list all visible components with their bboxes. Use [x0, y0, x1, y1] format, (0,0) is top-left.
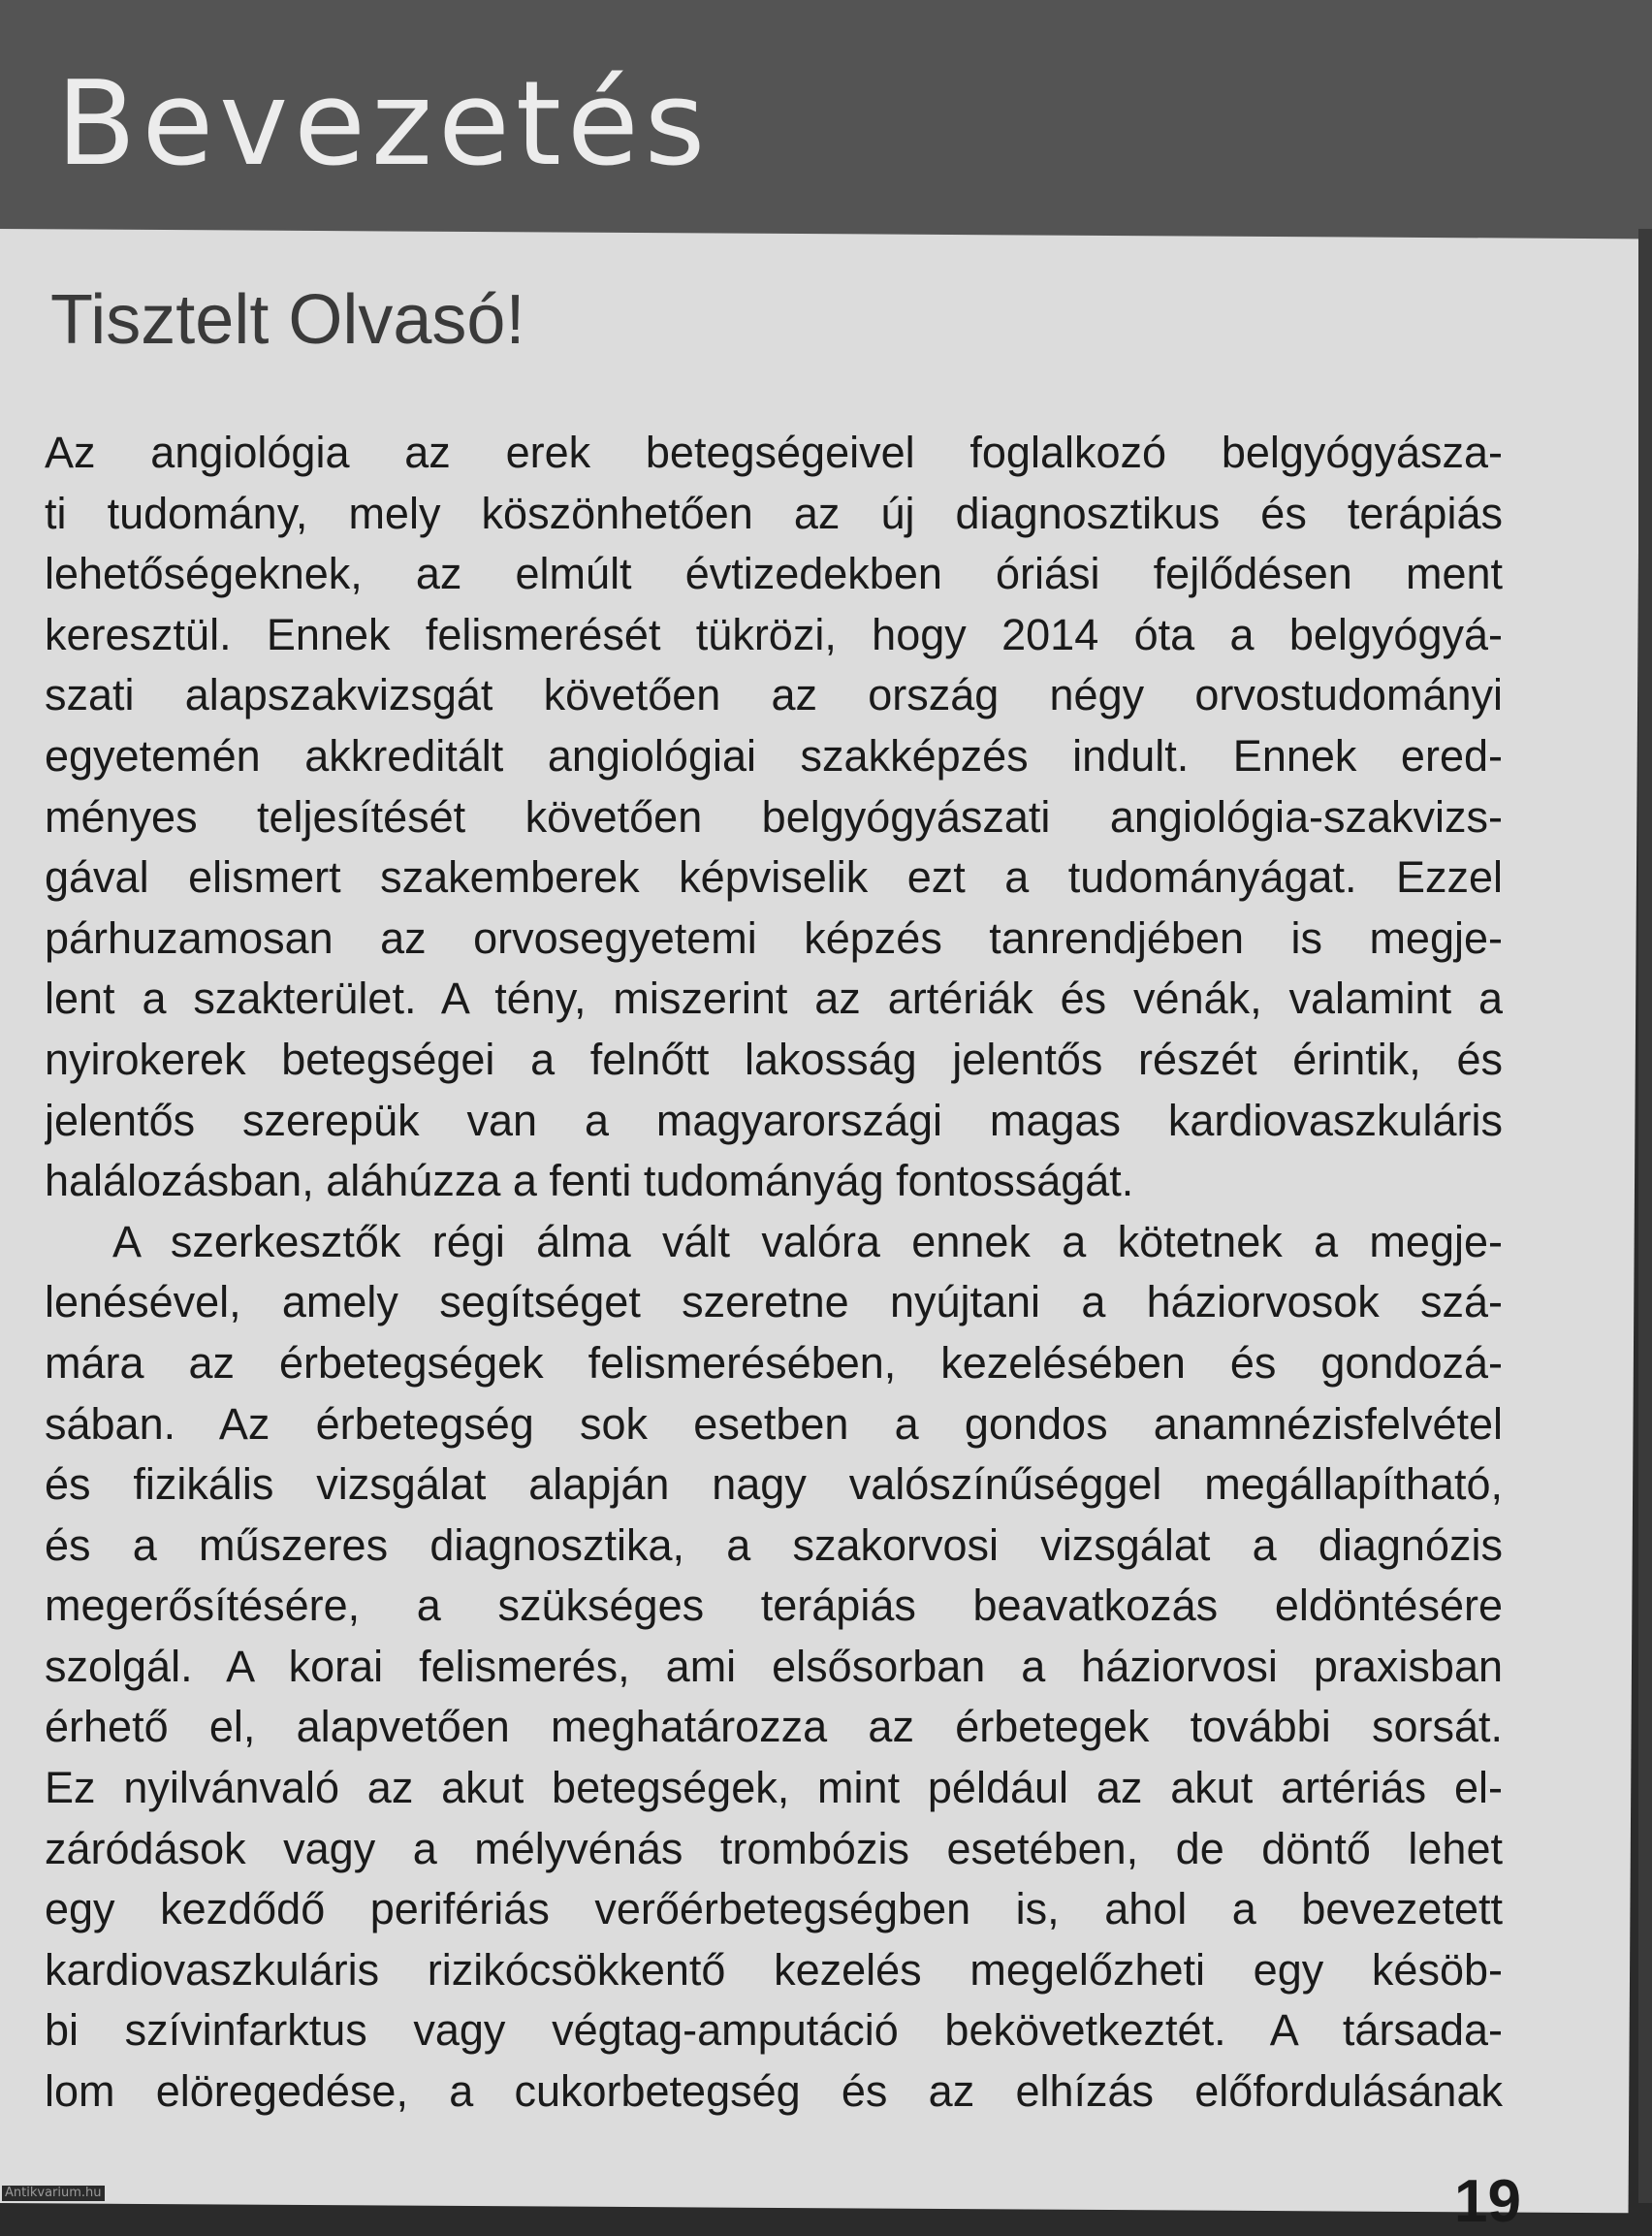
text-line: jelentős szerepük van a magyarországi magas kardiovaszkuláris — [45, 1095, 1503, 1145]
page-number: 19 — [1454, 2168, 1521, 2235]
text-line: keresztül. Ennek felismerését tükrözi, hogy 2014 óta a belgyógyá- — [45, 609, 1503, 659]
page-edge — [1638, 229, 1652, 2203]
text-line: és a műszeres diagnosztika, a szakorvosi vizsgálat a diagnózis — [45, 1519, 1503, 1570]
text-line: lent a szakterület. A tény, miszerint az artériák és vénák, valamint a — [45, 974, 1503, 1024]
watermark: Antikvarium.hu — [2, 2186, 105, 2201]
body-text — [45, 423, 1503, 2123]
text-line: záródások vagy a mélyvénás trombózis esetében, de döntő lehet — [45, 1823, 1503, 1873]
text-line: A szerkesztők régi álma vált valóra ennek a kötetnek a megje- — [112, 1216, 1503, 1266]
text-line: bi szívinfarktus vagy végtag-amputáció bekövetkeztét. A társada- — [45, 2005, 1503, 2056]
text-line: párhuzamosan az orvosegyetemi képzés tanrendjében is megje- — [45, 912, 1503, 963]
text-line: lom elöregedése, a cukorbetegség és az elhízás előfordulásának — [45, 2066, 1503, 2117]
text-line: nyirokerek betegségei a felnőtt lakosság jelentős részét érintik, és — [45, 1034, 1503, 1084]
text-line: ti tudomány, mely köszönhetően az új diagnosztikus és terápiás — [45, 488, 1503, 538]
salutation-heading: Tisztelt Olvasó! — [50, 281, 525, 359]
section-title: Bevezetés — [56, 57, 712, 192]
text-line: gával elismert szakemberek képviselik ezt a tudományágat. Ezzel — [45, 852, 1503, 903]
text-line: szati alapszakvizsgát követően az ország négy orvostudományi — [45, 670, 1503, 720]
text-line: ményes teljesítését követően belgyógyászati angiológia-szakvizs- — [45, 791, 1503, 842]
text-line: Ez nyilvánvaló az akut betegségek, mint például az akut artériás el- — [45, 1763, 1503, 1813]
text-line: Az angiológia az erek betegségeivel foglalkozó belgyógyásza- — [45, 428, 1503, 477]
text-line: megerősítésére, a szükséges terápiás beavatkozás eldöntésére — [45, 1581, 1503, 1631]
text-line: mára az érbetegségek felismerésében, kezelésében és gondozá- — [45, 1337, 1503, 1388]
text-line: érhető el, alapvetően meghatározza az érbetegek további sorsát. — [45, 1702, 1503, 1752]
text-line: egy kezdődő perifériás verőérbetegségben is, ahol a bevezetett — [45, 1884, 1503, 1934]
text-line: lenésével, amely segítséget szeretne nyújtani a háziorvosok szá- — [45, 1277, 1503, 1327]
text-line: szolgál. A korai felismerés, ami elsősorban a háziorvosi praxisban — [45, 1641, 1503, 1691]
text-line: sában. Az érbetegség sok esetben a gondos anamnézisfelvétel — [45, 1398, 1503, 1449]
text-line: halálozásban, aláhúzza a fenti tudományág fontosságát. — [45, 1156, 1134, 1206]
text-line: lehetőségeknek, az elmúlt évtizedekben óriási fejlődésen ment — [45, 549, 1503, 599]
text-line: egyetemén akkreditált angiológiai szakképzés indult. Ennek ered- — [45, 730, 1503, 781]
text-line: és fizikális vizsgálat alapján nagy valószínűséggel megállapítható, — [45, 1459, 1503, 1510]
text-line: kardiovaszkuláris rizikócsökkentő kezelés megelőzheti egy késöb- — [45, 1944, 1503, 1995]
